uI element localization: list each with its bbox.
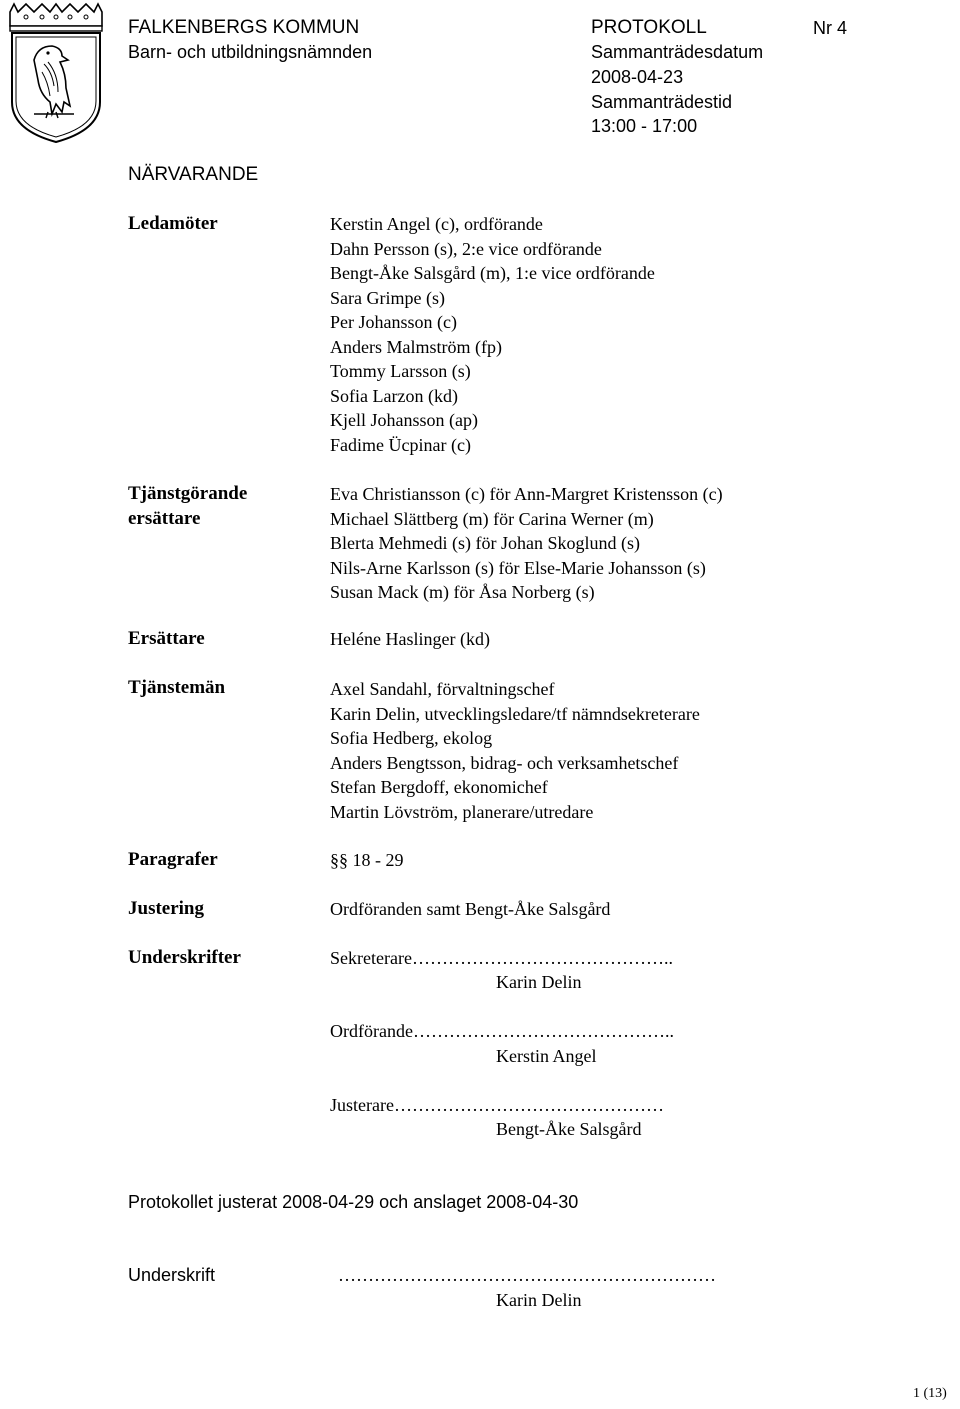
label-line: Tjänstgörande: [128, 483, 248, 504]
officials-label: Tjänstemän: [128, 677, 226, 698]
list-item: Kjell Johansson (ap): [330, 410, 478, 430]
signature-name: Karin Delin: [496, 1290, 582, 1310]
list-item: Eva Christiansson (c) för Ann-Margret Kristensson (c): [330, 484, 723, 504]
list-item: Karin Delin, utvecklingsledare/tf nämndsekreterare: [330, 703, 700, 724]
adjustment-value: Ordföranden samt Bengt-Åke Salsgård: [330, 899, 611, 919]
list-item: Per Johansson (c): [330, 312, 457, 332]
list-item: Kerstin Angel (c), ordförande: [330, 214, 543, 234]
label-line: ersättare: [128, 507, 201, 529]
list-item: Sofia Larzon (kd): [330, 385, 458, 406]
signature-label: Underskrift: [128, 1265, 216, 1285]
signature-line: ………………………………………………………: [338, 1265, 716, 1285]
serving-substitutes-label: [128, 482, 247, 531]
signatures-label: Underskrifter: [128, 947, 241, 968]
list-item: Blerta Mehmedi (s) för Johan Skoglund (s): [330, 533, 640, 553]
chair-signature-line: Ordförande……………………………………..: [330, 1021, 674, 1041]
list-item: Fadime Ücpinar (c): [330, 434, 471, 455]
page-number: 1 (13): [913, 1386, 947, 1401]
falcon-crest-icon: [4, 2, 108, 144]
secretary-signature-line: Sekreterare……………………………………..: [330, 948, 673, 968]
members-list: [330, 212, 655, 457]
list-item: Anders Bengtsson, bidrag- och verksamhetschef: [330, 752, 679, 773]
meeting-time-label: Sammanträdestid: [591, 92, 733, 112]
adjuster-signature-line: Justerare………………………………………: [330, 1095, 664, 1115]
serving-substitutes-list: [330, 482, 723, 605]
list-item: Nils-Arne Karlsson (s) för Else-Marie Johansson (s): [330, 557, 706, 578]
meeting-time: 13:00 - 17:00: [591, 116, 698, 136]
document-type: PROTOKOLL: [591, 17, 707, 38]
officials-list: [330, 677, 700, 824]
substitutes-label: Ersättare: [128, 628, 205, 649]
adjustment-label: Justering: [128, 898, 204, 919]
list-item: Martin Lövström, planerare/utredare: [330, 801, 594, 822]
list-item: Susan Mack (m) för Åsa Norberg (s): [330, 582, 595, 602]
members-label: Ledamöter: [128, 213, 218, 234]
list-item: Bengt-Åke Salsgård (m), 1:e vice ordförande: [330, 263, 655, 283]
protocol-number: Nr 4: [813, 18, 848, 38]
municipality-crest: [4, 2, 108, 144]
list-item: Anders Malmström (fp): [330, 336, 502, 357]
attendance-title: NÄRVARANDE: [128, 164, 259, 185]
paragraphs-value: §§ 18 - 29: [330, 850, 404, 870]
adjusted-note: Protokollet justerat 2008-04-29 och anslaget 2008-04-30: [128, 1192, 579, 1212]
secretary-name: Karin Delin: [496, 972, 582, 992]
list-item: Sara Grimpe (s): [330, 287, 445, 308]
meeting-date-label: Sammanträdesdatum: [591, 42, 764, 62]
list-item: Stefan Bergdoff, ekonomichef: [330, 777, 548, 797]
board-name: Barn- och utbildningsnämnden: [128, 42, 373, 62]
list-item: Michael Slättberg (m) för Carina Werner (m): [330, 508, 654, 529]
meeting-date: 2008-04-23: [591, 67, 684, 87]
list-item: Dahn Persson (s), 2:e vice ordförande: [330, 238, 602, 259]
list-item: Sofia Hedberg, ekolog: [330, 728, 493, 748]
list-item: Axel Sandahl, förvaltningschef: [330, 679, 555, 699]
adjuster-name: Bengt-Åke Salsgård: [496, 1119, 642, 1139]
paragraphs-label: Paragrafer: [128, 849, 218, 870]
chair-name: Kerstin Angel: [496, 1046, 597, 1066]
municipality-name: FALKENBERGS KOMMUN: [128, 17, 360, 38]
list-item: Tommy Larsson (s): [330, 361, 471, 381]
substitute-item: Heléne Haslinger (kd): [330, 629, 490, 649]
